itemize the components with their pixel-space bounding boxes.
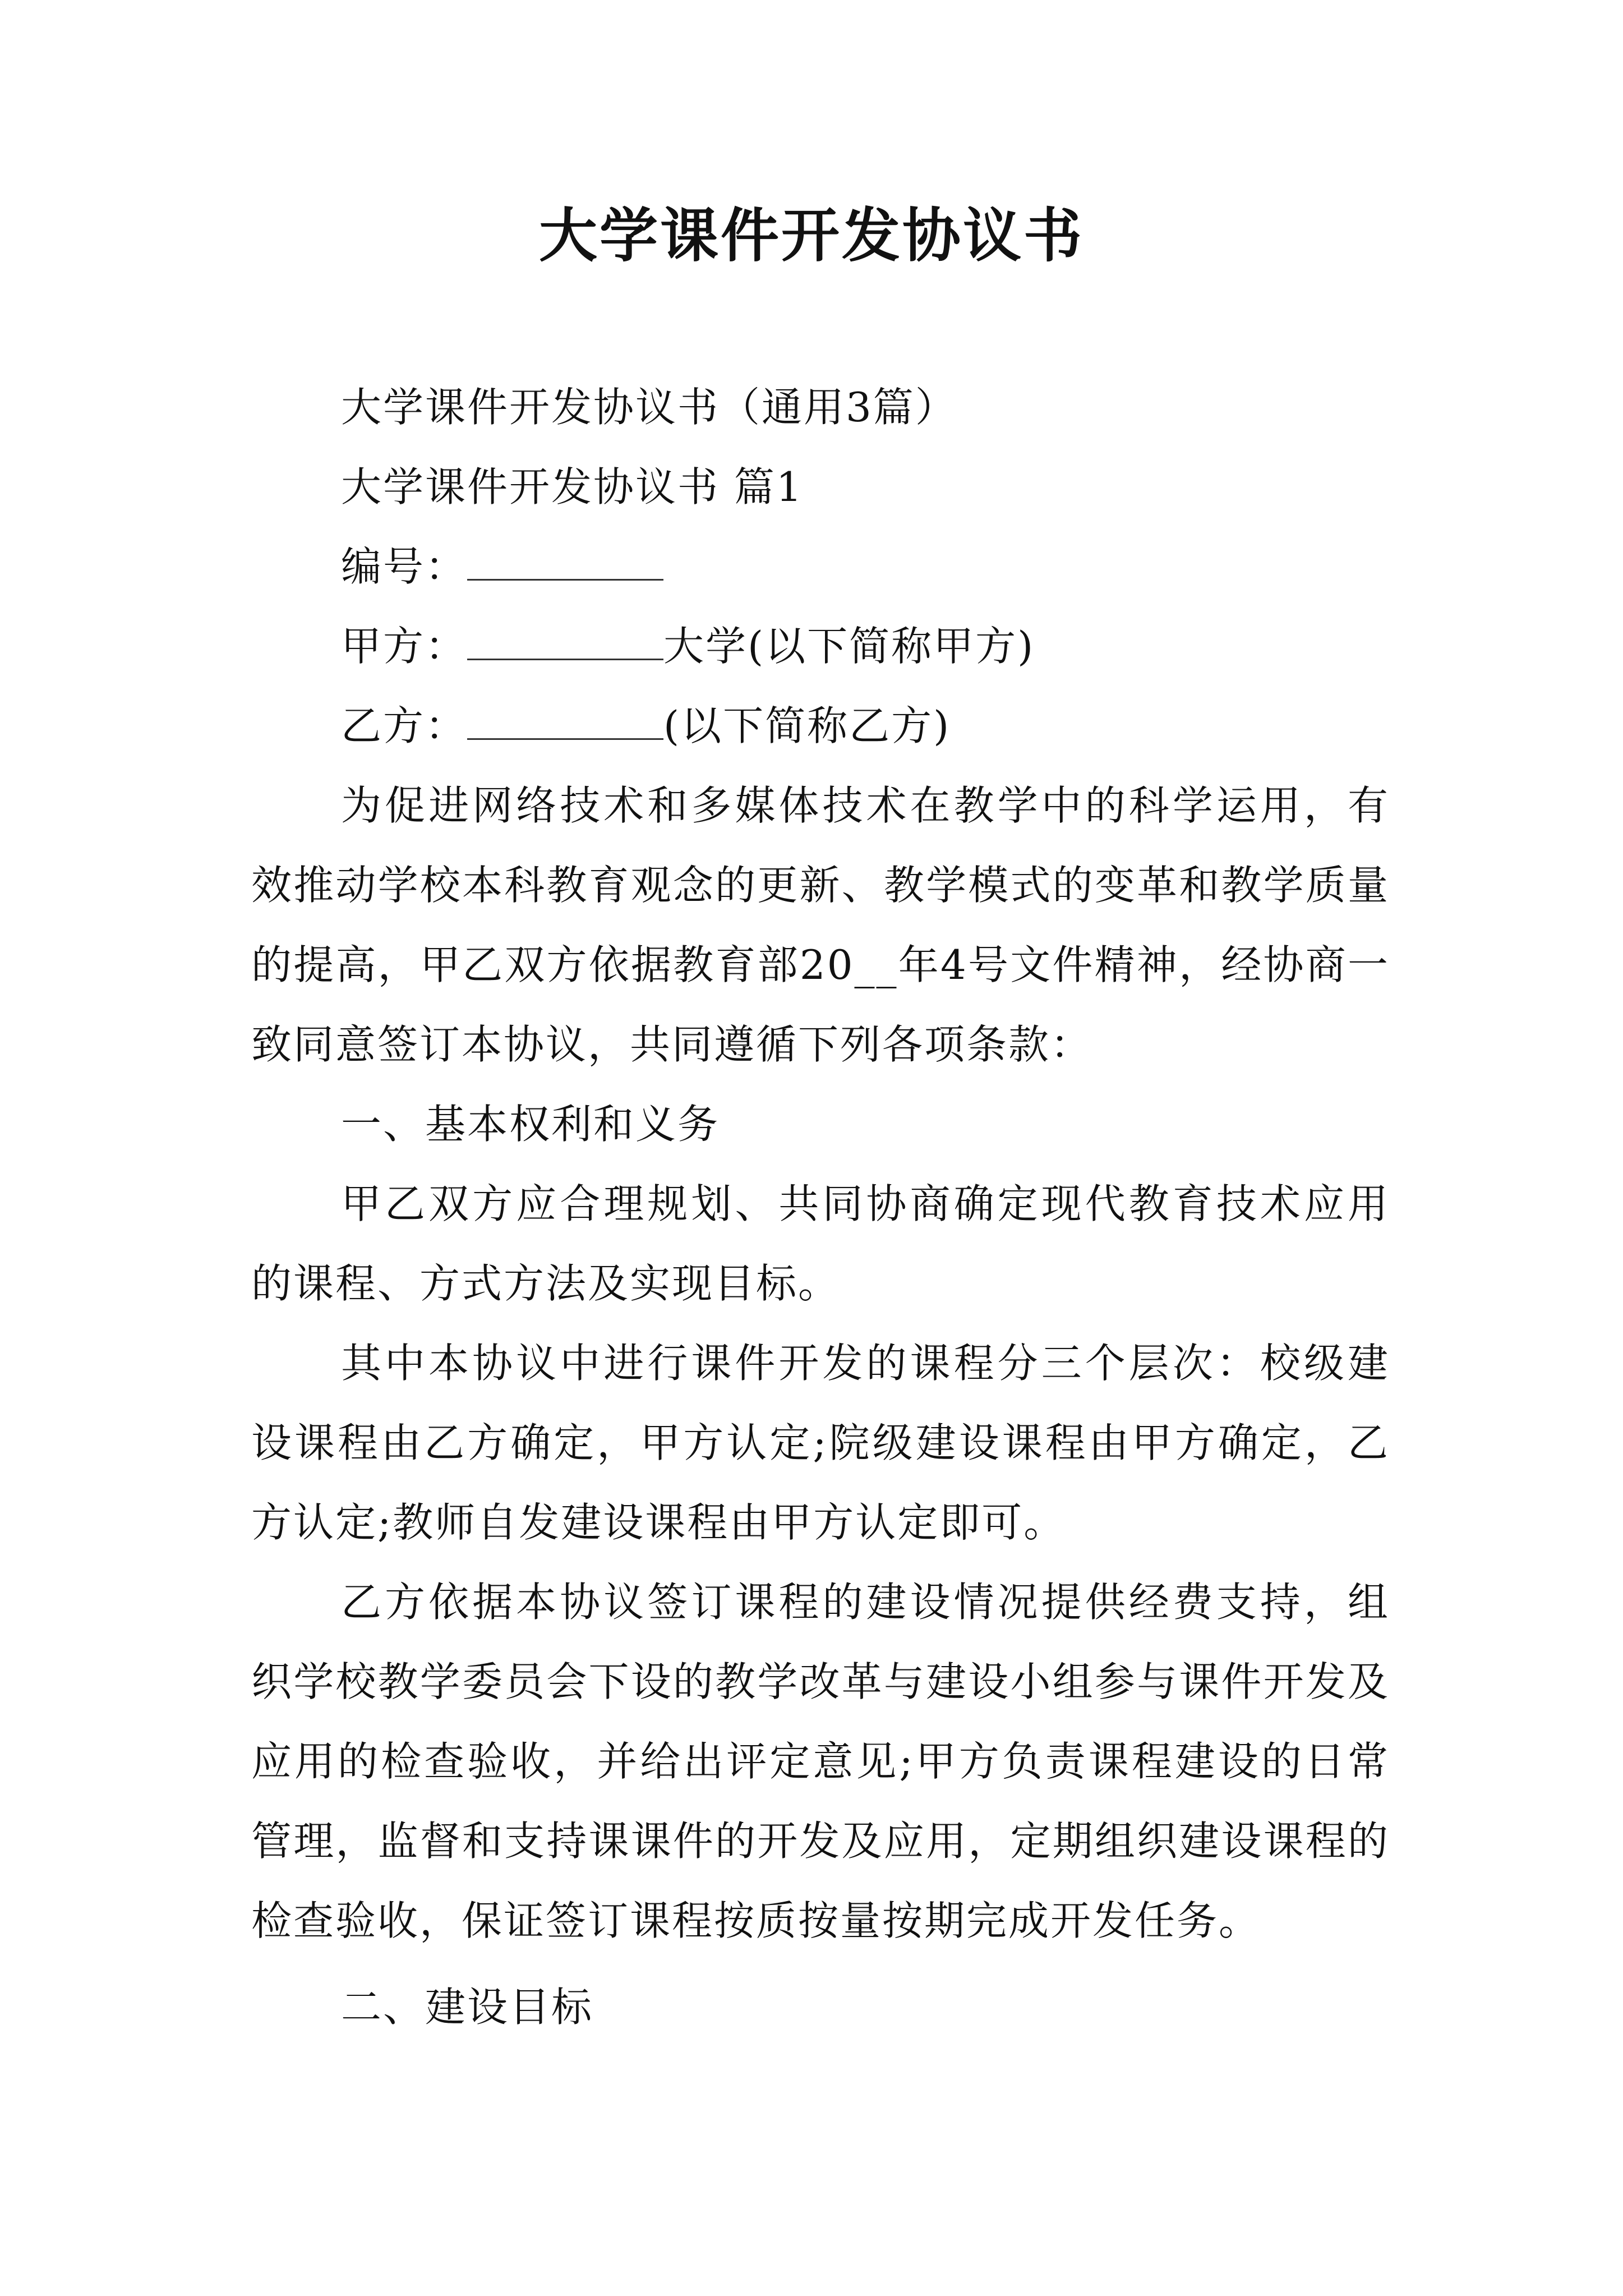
document-body [251,367,1390,2047]
document-subtitle: 大学课件开发协议书（通用3篇） [341,384,957,431]
party-a-label: 甲方： [341,623,468,670]
number-label: 编号： [341,543,468,590]
number-field [251,527,1390,606]
section1-paragraph-1: 甲乙双方应合理规划、共同协商确定现代教育技术应用的课程、方式方法及实现目标。 [251,1180,1390,1307]
section2-heading: 二、建设目标 [341,1984,594,2031]
party-a-blank [467,619,663,660]
part-heading: 大学课件开发协议书 篇1 [341,463,804,510]
party-b-blank [467,699,663,740]
section1-paragraph-2: 其中本协议中进行课件开发的课程分三个层次：校级建设课程由乙方确定，甲方认定;院级建设课程由甲方确定，乙方认定;教师自发建设课程由甲方认定即可。 [251,1340,1390,1546]
party-b-label: 乙方： [341,702,468,749]
document-title: 大学课件开发协议书 [538,201,1084,270]
number-blank [467,540,663,581]
party-a-suffix: 大学(以下简称甲方) [663,623,1035,670]
party-b-suffix: (以下简称乙方) [663,702,951,749]
intro-paragraph: 为促进网络技术和多媒体技术在教学中的科学运用，有效推动学校本科教育观念的更新、教学模式的变革和教学质量的提高，甲乙双方依据教育部20__年4号文件精神，经协商一致同意签订本协议，共同遵循下列各项条款： [251,782,1390,1068]
section1-paragraph-3: 乙方依据本协议签订课程的建设情况提供经费支持，组织学校教学委员会下设的教学改革与建设小组参与课件开发及应用的检查验收，并给出评定意见;甲方负责课程建设的日常管理，监督和支持课课件的开发及应用，定期组织建设课程的检查验收，保证签订课程按质按量按期完成开发任务。 [251,1579,1390,1944]
party-a-field [251,606,1390,686]
party-b-field [251,686,1390,766]
section1-heading: 一、基本权利和义务 [341,1101,720,1148]
